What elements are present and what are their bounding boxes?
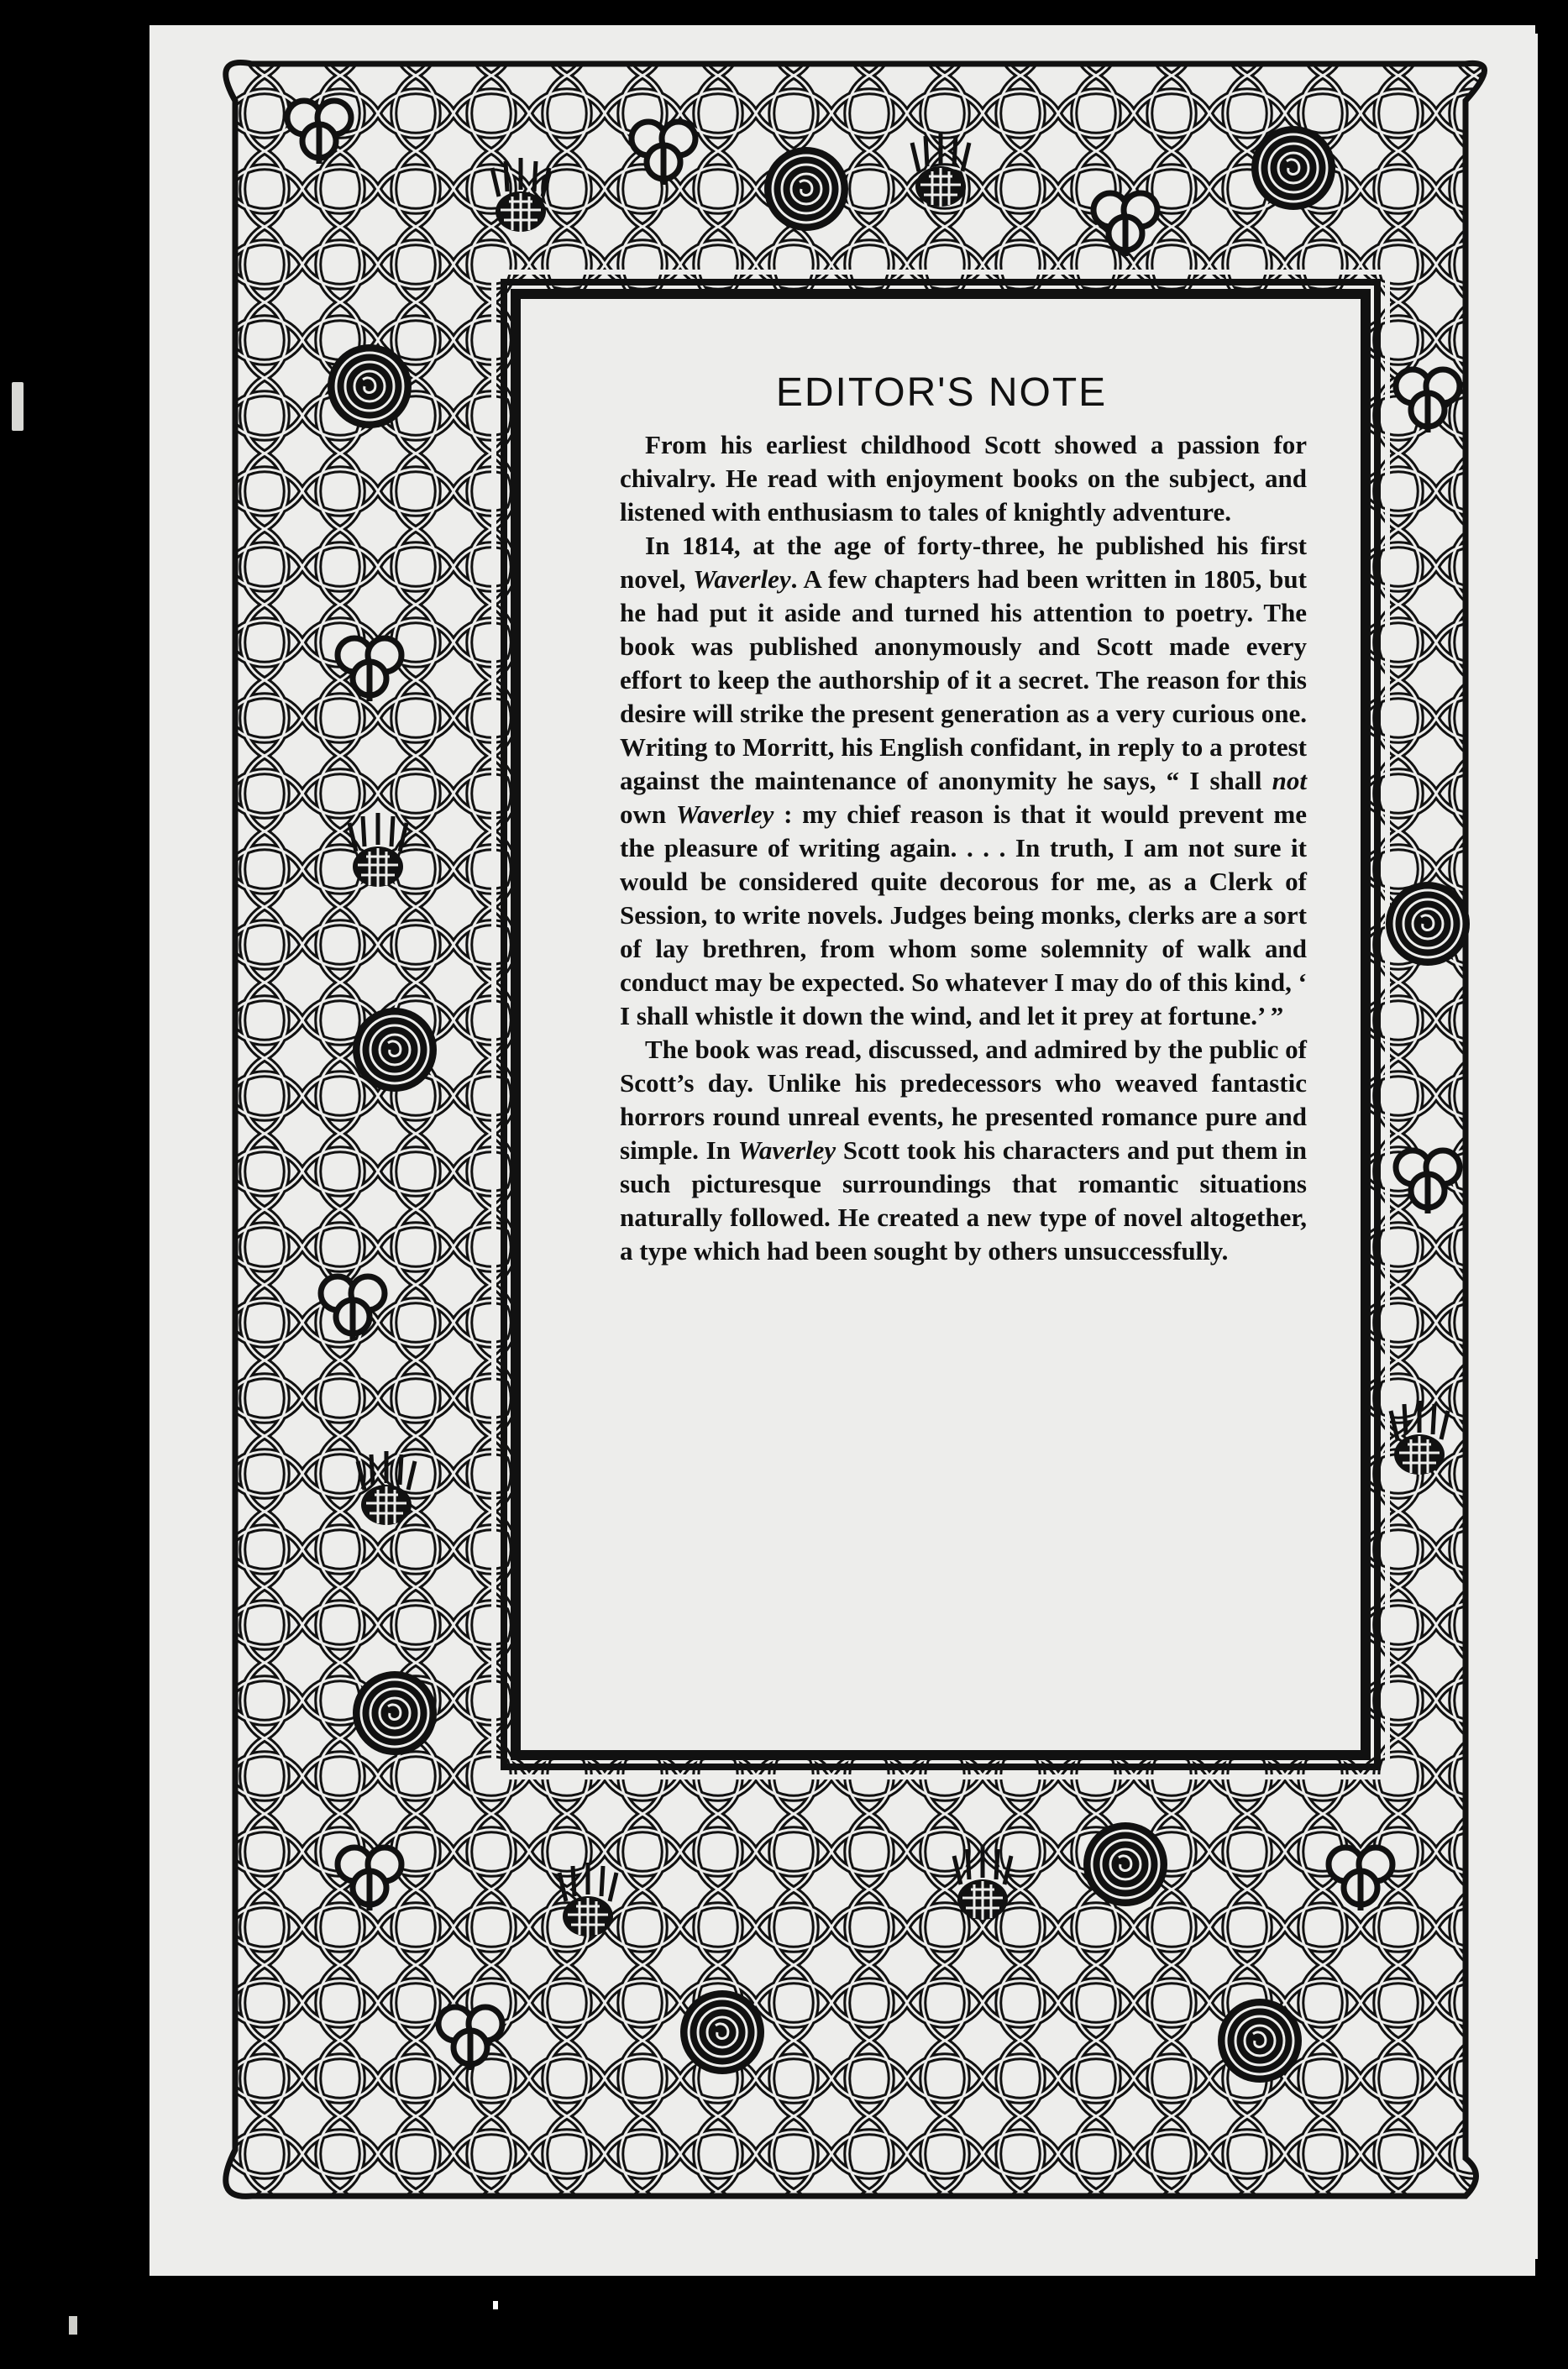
text-panel bbox=[551, 329, 1332, 1723]
page-title: EDITOR'S NOTE bbox=[775, 370, 1108, 415]
text-run: . A few chapters had been written in 1805, but he had put it aside and turned his attention to poetry. The book was published anonymously and Scott made every effort to keep the authorship of it a secret. The reason for this desire will strike the present generation as a very curious one. Writing to Morritt, his English confidant, in reply to a protest against the maintenance of anonymity he says, “ I shall bbox=[620, 563, 1307, 795]
text-run: Scott took his characters and put them in such picturesque surroundings that romantic situations naturally followed. He created a new type of novel altogether, a type which had been sought by others unsuccessfully. bbox=[620, 1135, 1307, 1266]
text-run: : my chief reason is that it would prevent me the pleasure of writing again. . . . In truth, I am not sure it would be considered quite decorous for me, as a Clerk of Session, to write novels. Judges being monks, clerks are a sort of lay brethren, from whom some solemnity of walk and conduct may be expected. So whatever I may do of this kind, ‘ I shall whistle it down the wind, and let it prey at fortune.’ ” bbox=[620, 799, 1307, 1030]
paragraph bbox=[620, 428, 1307, 529]
italic-text: Waverley bbox=[737, 1135, 836, 1165]
paragraph bbox=[620, 529, 1307, 1033]
italic-text: Waverley bbox=[693, 563, 791, 594]
text-run: From his earliest childhood Scott showed a passion for chivalry. He read with enjoyment books on the subject, and listened with enthusiasm to tales of knightly adventure. bbox=[620, 430, 1307, 527]
italic-text: Waverley bbox=[675, 799, 774, 829]
paragraph bbox=[620, 1033, 1307, 1268]
text-run: The book was read, discussed, and admired by the public of Scott’s day. Unlike his predecessors who weaved fantastic horrors round unreal events, he presented romance pure and simple. In bbox=[620, 1034, 1307, 1165]
text-run: In 1814, at the age of forty-three, he published his first novel, bbox=[620, 530, 1307, 594]
italic-text: not bbox=[1272, 765, 1307, 795]
editor-note-body bbox=[620, 428, 1307, 1268]
text-run: own bbox=[620, 799, 676, 829]
page-mark bbox=[493, 2301, 498, 2309]
